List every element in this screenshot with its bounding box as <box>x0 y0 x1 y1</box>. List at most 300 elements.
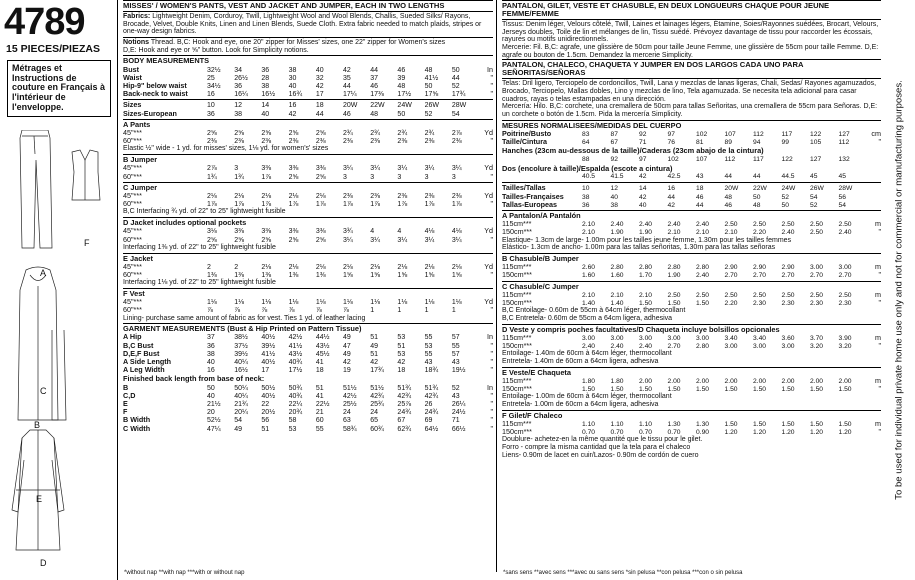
table-cell: 92 <box>639 131 647 139</box>
table-cell: 3¼ <box>424 165 435 173</box>
table-cell: 46 <box>370 83 379 91</box>
table-cell: 99 <box>781 139 789 147</box>
table-cell: 10 <box>207 102 215 110</box>
table-row <box>123 101 493 109</box>
table-cell: 57 <box>451 350 460 358</box>
table-cell: 2⅛ <box>315 193 326 201</box>
table-cell: 1.50 <box>753 420 767 428</box>
table-cell: 14 <box>261 102 270 110</box>
table-cell: 2.50 <box>781 291 795 299</box>
row-label: 60"*** <box>123 270 142 279</box>
table-cell: 51½ <box>370 384 384 392</box>
table-cell: 3¼ <box>424 236 435 244</box>
table-row <box>123 333 493 341</box>
table-cell: 14 <box>639 185 647 193</box>
table-cell: 83 <box>582 131 590 139</box>
view-note: Lining- purchase same amount of fabric as for vest. Ties 1 yd. of leather lacing <box>123 314 366 322</box>
table-cell: 1.50 <box>639 300 653 308</box>
table-cell: 1⅝ <box>451 271 462 279</box>
row-unit: " <box>490 357 493 367</box>
table-cell: 25 <box>207 74 215 82</box>
row-label: 60"*** <box>123 172 142 181</box>
table-cell: ⅞ <box>261 307 268 315</box>
row-label: Tailles-Françaises <box>502 192 564 201</box>
table-cell: 122 <box>781 155 793 163</box>
view-title: B Chasuble/B Jumper <box>502 253 579 263</box>
table-cell: 1⅜ <box>207 271 217 279</box>
row-label: 115cm*** <box>502 376 532 385</box>
table-cell: 37 <box>207 334 215 342</box>
table-row <box>123 408 493 416</box>
row-unit: In <box>487 64 493 74</box>
table-cell: 2⅝ <box>261 130 272 138</box>
left-panel <box>0 0 118 580</box>
table-cell: 2⅛ <box>315 263 326 271</box>
table-cell: 3¼ <box>343 236 353 244</box>
row-label: 60"*** <box>123 137 142 146</box>
table-cell: 32½ <box>207 66 221 74</box>
row-unit: " <box>490 199 493 209</box>
row-label: 45"*** <box>123 192 142 201</box>
table-cell: 40 <box>207 359 215 367</box>
table-cell: 17½ <box>288 367 303 375</box>
table-cell: 25¾ <box>370 401 384 409</box>
table-cell: 42 <box>288 110 297 118</box>
table-cell: 18¾ <box>424 367 439 375</box>
table-cell: 1⅛ <box>288 299 299 307</box>
table-cell: 44 <box>315 110 324 118</box>
row-label: Tailles/Tallas <box>502 184 546 193</box>
table-row <box>123 400 493 408</box>
table-cell: 18 <box>397 367 406 375</box>
view-note: Entretela- 1.00m de 60cm a 64cm ligera, adhesiva <box>502 401 659 408</box>
table-cell: 10 <box>582 185 590 193</box>
table-cell: 52½ <box>207 417 221 425</box>
table-cell: 71 <box>451 417 460 425</box>
table-cell: 2.70 <box>724 272 738 280</box>
table-cell: ⅞ <box>315 307 322 315</box>
table-cell: 3.00 <box>810 264 824 272</box>
view-title: E Jacket <box>123 253 153 263</box>
table-cell: 51¾ <box>397 384 412 392</box>
table-cell: 1⅝ <box>370 271 380 279</box>
table-cell: 1.70 <box>639 272 653 280</box>
jumper-sketch <box>18 267 66 420</box>
table-cell: 3.00 <box>696 334 710 342</box>
table-row <box>502 138 881 146</box>
row-unit: Yd <box>484 226 493 236</box>
table-cell: 50 <box>753 193 761 201</box>
table-cell: 36 <box>207 342 215 350</box>
table-cell: 2⅛ <box>451 263 462 271</box>
table-cell: 42¾ <box>397 392 412 400</box>
row-label: C,D <box>123 391 136 400</box>
table-cell: 112 <box>838 139 850 147</box>
table-cell: 22 <box>261 401 270 409</box>
table-cell: 38½ <box>234 334 248 342</box>
row-label: Hip-9" below waist <box>123 82 187 91</box>
table-cell: 20 <box>207 409 215 417</box>
table-cell: 2 <box>207 263 211 271</box>
table-cell: 43 <box>424 359 433 367</box>
table-cell: 19 <box>343 367 351 375</box>
english-footer: *without nap **with nap ***with or without nap <box>124 570 245 576</box>
row-unit: m <box>875 332 881 342</box>
table-cell: 1⅜ <box>234 271 244 279</box>
table-cell: 42.5 <box>667 173 681 181</box>
table-cell: 1⅜ <box>288 271 299 279</box>
table-cell: 35 <box>343 74 351 82</box>
table-cell: 40 <box>610 193 618 201</box>
table-cell: 43½ <box>288 350 303 358</box>
table-cell: 26W <box>424 102 440 110</box>
table-cell: 16 <box>207 91 215 99</box>
table-cell: 1⅝ <box>424 271 435 279</box>
table-cell: 64½ <box>424 425 439 433</box>
table-cell: 2¾ <box>397 130 408 138</box>
jacket-sketch <box>12 430 64 550</box>
row-label: Back-neck to waist <box>123 90 188 99</box>
table-cell: 41.5 <box>610 173 624 181</box>
table-cell: 3.20 <box>810 343 824 351</box>
table-cell: 51 <box>261 425 270 433</box>
table-cell: 2.80 <box>639 264 653 272</box>
view-letter-b: B <box>34 420 41 430</box>
row-label: B,C Bust <box>123 341 154 350</box>
table-cell: 1⅛ <box>343 299 353 307</box>
table-cell: 2⅛ <box>424 263 435 271</box>
table-row <box>502 377 881 385</box>
table-cell: 1.50 <box>667 300 681 308</box>
table-cell: 2.40 <box>610 343 624 351</box>
table-cell: 44 <box>696 201 704 209</box>
table-cell: ⅞ <box>234 307 241 315</box>
table-cell: 28W <box>838 185 853 193</box>
table-cell: 2⅝ <box>315 236 326 244</box>
table-cell: 2.50 <box>667 291 681 299</box>
table-cell: 2⅜ <box>261 138 272 146</box>
table-cell: 38 <box>261 83 270 91</box>
table-cell: 112 <box>724 155 736 163</box>
table-cell: 2⅜ <box>397 193 408 201</box>
table-cell: 2⅝ <box>261 236 272 244</box>
table-row <box>123 342 493 350</box>
table-cell: 16¼ <box>234 91 248 99</box>
table-cell: 1⅝ <box>343 271 353 279</box>
table-row <box>123 263 493 271</box>
table-cell: 43 <box>696 173 704 181</box>
table-cell: 1⅛ <box>207 299 217 307</box>
table-cell: 53 <box>397 334 406 342</box>
table-cell: 12 <box>234 102 242 110</box>
table-cell: 48 <box>724 193 732 201</box>
table-cell: 44½ <box>315 334 330 342</box>
pattern-number: 4789 <box>4 1 85 43</box>
table-cell: 37 <box>370 74 379 82</box>
table-cell: 63 <box>343 417 351 425</box>
row-unit: " <box>878 341 881 351</box>
table-cell: 2⅜ <box>207 138 217 146</box>
row-label: 150cm*** <box>502 385 532 394</box>
table-cell: 41 <box>315 359 324 367</box>
table-cell: 48 <box>370 110 379 118</box>
row-label: Sizes <box>123 101 142 110</box>
table-cell: 38 <box>288 66 297 74</box>
view-note: Entoilage- 1.00m de 60cm à 64cm léger, thermocollant <box>502 393 672 401</box>
table-cell: 2.00 <box>724 377 738 385</box>
table-row <box>502 173 881 181</box>
table-cell: 2¾ <box>370 130 380 138</box>
table-cell: 51 <box>370 334 379 342</box>
table-cell: 55 <box>424 334 433 342</box>
table-cell: 42½ <box>288 334 303 342</box>
table-cell: 81 <box>696 139 704 147</box>
body-measurements-table <box>123 66 493 99</box>
table-cell: 41 <box>315 392 324 400</box>
view-note: B,C Entoilage- 0.60m de 55cm à 64cm léger, thermocollant <box>502 307 686 315</box>
table-cell: 2.00 <box>667 377 681 385</box>
table-cell: 36 <box>261 66 270 74</box>
table-cell: ⅞ <box>207 307 213 315</box>
table-cell: 1.50 <box>753 386 767 394</box>
table-cell: 1⅞ <box>370 201 380 209</box>
table-cell: 21 <box>315 409 324 417</box>
table-cell: 51 <box>397 342 406 350</box>
table-cell: 41½ <box>288 342 303 350</box>
table-row <box>123 173 493 181</box>
table-cell: 18 <box>696 185 704 193</box>
table-cell: 2⅝ <box>207 130 217 138</box>
vest-sketch <box>72 150 100 200</box>
table-cell: 40 <box>639 201 647 209</box>
table-cell: 17 <box>261 367 270 375</box>
row-unit: m <box>875 375 881 385</box>
table-cell: 24 <box>343 409 351 417</box>
row-unit: " <box>490 390 493 400</box>
metrage-table <box>502 212 881 460</box>
table-cell: 127 <box>810 155 822 163</box>
row-unit: " <box>878 227 881 237</box>
table-cell: 88 <box>582 155 590 163</box>
table-cell: 37½ <box>234 342 248 350</box>
table-cell: 2⅛ <box>207 193 217 201</box>
table-cell: 52 <box>424 110 433 118</box>
table-cell: 97 <box>667 131 675 139</box>
table-cell: 2⅜ <box>234 138 244 146</box>
french-footer: *sans sens **avec sens ***avec ou sans sens *sin pelusa **con pelusa ***con o sin pelusa <box>503 570 743 576</box>
table-cell: 42 <box>343 66 351 74</box>
table-cell: 38 <box>610 201 618 209</box>
row-label: 60"*** <box>123 200 142 209</box>
view-note: Interfacing 1⅜ yd. of 22" to 25" lightweight fusible <box>123 243 276 251</box>
table-cell: 1⅞ <box>315 201 326 209</box>
row-label: 150cm*** <box>502 342 532 351</box>
table-cell: 2⅝ <box>234 236 244 244</box>
table-cell: 54 <box>838 201 846 209</box>
table-cell: 44.5 <box>781 173 795 181</box>
table-cell: 66½ <box>451 425 466 433</box>
table-cell: 56 <box>261 417 270 425</box>
row-label: A Leg Width <box>123 366 165 375</box>
row-unit: Yd <box>484 163 493 173</box>
table-cell: 2⅞ <box>451 130 462 138</box>
table-row <box>123 425 493 433</box>
table-cell: 2⅜ <box>424 138 435 146</box>
french-notice: Métrages et Instructions de couture en Français à l'intérieur de l'enveloppe. <box>7 60 111 117</box>
table-cell: 2.00 <box>838 377 852 385</box>
row-unit: " <box>490 423 493 433</box>
table-cell: 1.90 <box>639 229 653 237</box>
table-cell: 46 <box>724 201 732 209</box>
table-cell: 2.00 <box>753 377 767 385</box>
table-cell: 122 <box>810 131 822 139</box>
table-row <box>123 129 493 137</box>
table-cell: 40¼ <box>234 392 248 400</box>
row-unit: m <box>875 219 881 229</box>
table-cell: 2.80 <box>696 343 710 351</box>
english-title: MISSES' / WOMEN'S PANTS, VEST AND JACKET AND JUMPER, EACH IN TWO LENGTHS <box>123 0 493 12</box>
table-cell: 3⅜ <box>315 165 326 173</box>
view-note: Elastique- 1.3cm de large- 1.00m pour les tailles jeune femme, 1.30m pour les tailles femmes <box>502 236 792 244</box>
table-row <box>123 350 493 358</box>
table-cell: 1.30 <box>667 420 681 428</box>
table-cell: 0.70 <box>610 429 624 437</box>
table-cell: 97 <box>639 155 647 163</box>
row-label: A Side Length <box>123 358 172 367</box>
table-cell: 87 <box>610 131 618 139</box>
table-cell: 3⅜ <box>261 165 272 173</box>
table-cell: 44 <box>343 83 351 91</box>
table-cell: 1⅛ <box>424 299 435 307</box>
table-cell: 50½ <box>261 384 276 392</box>
table-cell: 3.90 <box>838 334 852 342</box>
table-cell: 3 <box>424 173 429 181</box>
table-cell: 43 <box>451 359 460 367</box>
table-row <box>123 164 493 172</box>
row-label: 150cm*** <box>502 228 532 237</box>
table-cell: 3.00 <box>724 343 738 351</box>
table-cell: 2.70 <box>667 343 681 351</box>
row-unit: " <box>490 365 493 375</box>
table-cell: 3⅜ <box>234 228 244 236</box>
view-title: A Pants <box>123 119 151 129</box>
table-cell: 52 <box>781 193 789 201</box>
row-unit: " <box>490 348 493 358</box>
table-cell: 3.00 <box>781 343 795 351</box>
table-cell: 2¾ <box>343 130 353 138</box>
table-cell: 19½ <box>451 367 466 375</box>
table-cell: 2⅜ <box>451 193 462 201</box>
table-cell: 2.50 <box>838 291 852 299</box>
row-unit: Yd <box>484 261 493 271</box>
table-cell: 17 <box>315 91 324 99</box>
table-cell: 52 <box>810 201 818 209</box>
table-cell: 1.20 <box>724 429 738 437</box>
view-note: Entretela- 1.40m de 60cm a 64cm ligera, adhesiva <box>502 357 659 365</box>
row-unit: m <box>875 262 881 272</box>
table-cell: 1.50 <box>810 386 824 394</box>
table-cell: 53 <box>397 350 406 358</box>
table-cell: 54 <box>810 193 818 201</box>
table-row <box>123 358 493 366</box>
table-cell: 1.40 <box>582 300 596 308</box>
table-cell: 2.50 <box>696 291 710 299</box>
table-cell: 112 <box>753 131 764 139</box>
row-label: B <box>123 383 129 392</box>
table-cell: 50 <box>397 110 406 118</box>
table-cell: 58 <box>288 417 297 425</box>
table-row <box>502 334 881 342</box>
table-cell: 2.30 <box>838 300 852 308</box>
table-cell: 47¼ <box>207 425 221 433</box>
table-cell: 34½ <box>207 83 221 91</box>
table-cell: 2.10 <box>582 291 596 299</box>
table-cell: 3.20 <box>838 343 852 351</box>
table-cell: 0.70 <box>667 429 681 437</box>
table-cell: 1.50 <box>838 386 852 394</box>
table-cell: 1.10 <box>582 420 596 428</box>
table-cell: 41½ <box>424 74 439 82</box>
technical-sketches <box>0 130 118 580</box>
table-cell: 2⅛ <box>397 263 408 271</box>
table-cell: 3¼ <box>451 165 462 173</box>
table-cell: 1 <box>397 307 402 315</box>
table-cell: 1⅝ <box>397 271 408 279</box>
table-cell: 2.90 <box>724 264 738 272</box>
fabrics-text: Fabrics: Lightweight Denim, Corduroy, Twill, Lightweight Wool and Wool Blends, Challis, Sueded Silks/ Rayons, Brocade, Velvet, Double Knits, Linen and Linen Blends, Suede Cloth. Extra fabric needed to match plaids, stripes or one-way design fabrics. <box>123 12 482 36</box>
table-cell: 1.90 <box>610 229 624 237</box>
table-cell: 1.50 <box>724 386 738 394</box>
table-cell: 43½ <box>315 342 330 350</box>
table-cell: 43 <box>451 392 460 400</box>
table-cell: 17⅝ <box>424 91 439 99</box>
table-row <box>123 416 493 424</box>
row-unit: Yd <box>484 297 493 307</box>
table-cell: 2.10 <box>610 291 624 299</box>
table-row <box>502 299 881 307</box>
table-cell: 21¾ <box>234 401 248 409</box>
view-note: Interfacing 1⅛ yd. of 22" to 25" lightweight fusible <box>123 279 276 287</box>
table-cell: 1.90 <box>667 272 681 280</box>
table-cell: 39 <box>397 74 406 82</box>
table-cell: 2⅝ <box>288 236 299 244</box>
table-cell: 3⅛ <box>207 228 217 236</box>
table-cell: 38 <box>234 110 242 118</box>
table-cell: 3.00 <box>667 334 681 342</box>
row-label: Taille/Cintura <box>502 138 547 147</box>
view-title: D Veste y compris poches facultatives/D Chaqueta incluye bolsillos opcionales <box>502 324 780 334</box>
row-label: 45"*** <box>123 227 142 236</box>
table-cell: 94 <box>753 139 761 147</box>
table-row <box>502 291 881 299</box>
table-cell: 2.10 <box>582 221 596 229</box>
table-cell: 2.10 <box>667 229 681 237</box>
table-cell: 1⅞ <box>424 201 435 209</box>
table-cell: 16 <box>288 102 297 110</box>
view-note: Elastic ½" wide - 1 yd. for misses' sizes, 1⅛ yd. for women's' sizes <box>123 145 329 153</box>
view-note: Liens- 0.90m de lacet en cuir/Lazos- 0.90m de cordón de cuero <box>502 451 699 459</box>
table-cell: 4⅛ <box>424 228 435 236</box>
table-cell: 3¼ <box>451 236 462 244</box>
table-cell: 4 <box>370 228 375 236</box>
table-cell: 92 <box>610 155 618 163</box>
table-cell: 89 <box>724 139 732 147</box>
table-cell: 1.10 <box>639 420 653 428</box>
view-note: Doublure- achetez-en la même quantité que le tissu pour le gilet. <box>502 436 703 444</box>
table-row <box>123 271 493 279</box>
table-cell: 24 <box>370 409 379 417</box>
table-cell: 40 <box>207 392 215 400</box>
